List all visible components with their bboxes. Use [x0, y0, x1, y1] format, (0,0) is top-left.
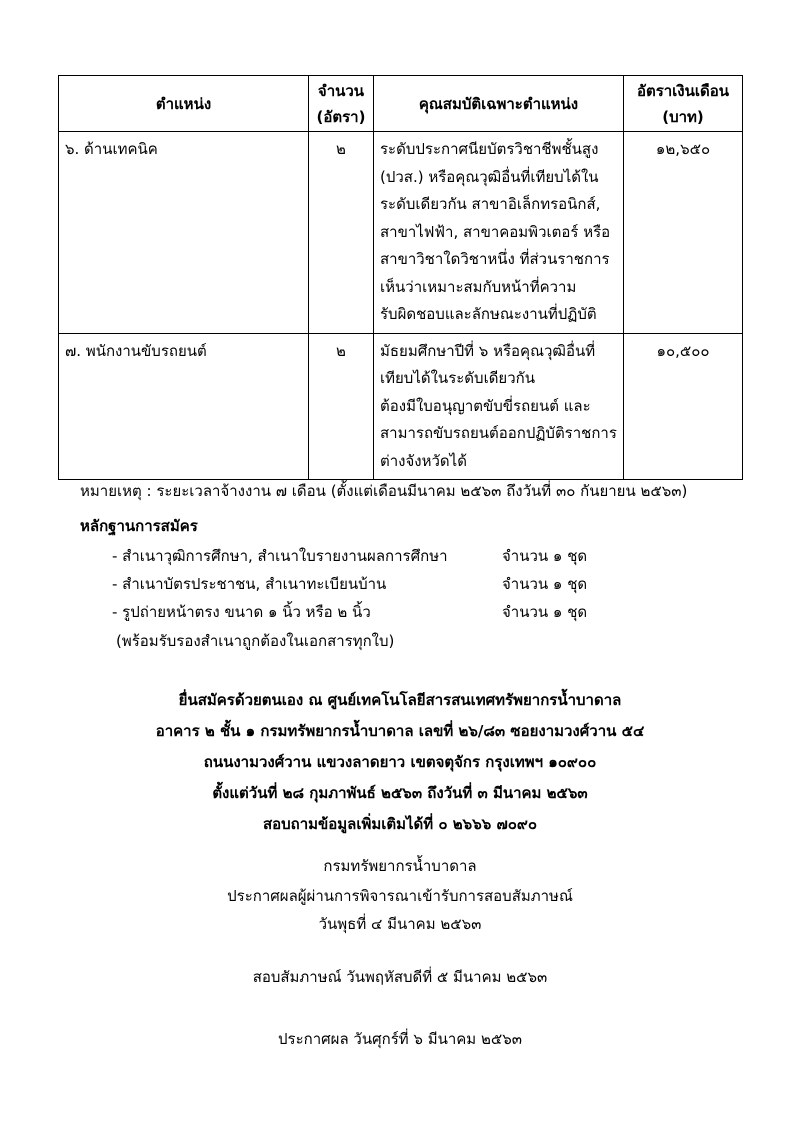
document-item: - สำเนาบัตรประชาชน, สำเนาทะเบียนบ้าน — [112, 575, 387, 593]
announce-line: ประกาศผลผู้ผ่านการพิจารณาเข้ารับการสอบสัมภาษณ์ — [227, 887, 573, 905]
qualification-line: เทียบได้ในระดับเดียวกัน — [380, 369, 535, 387]
document-qty: จำนวน ๑ ชุด — [502, 603, 588, 621]
qualification-cell — [374, 132, 624, 334]
documents-title: หลักฐานการสมัคร — [80, 517, 198, 535]
count-cell: ๒ — [309, 132, 374, 334]
table-header-row — [59, 76, 743, 132]
document-qty: จำนวน ๑ ชุด — [502, 547, 588, 565]
positions-table — [58, 75, 743, 480]
apply-line: สอบถามข้อมูลเพิ่มเติมได้ที่ ๐ ๒๖๖๖ ๗๐๙๐ — [262, 815, 538, 833]
qualification-line: ระดับเดียวกัน สาขาอิเล็กทรอนิกส์, — [380, 195, 601, 213]
document-qty: จำนวน ๑ ชุด — [502, 575, 588, 593]
qualification-line: ต่างจังหวัดได้ — [380, 451, 467, 470]
announce-line: กรมทรัพยากรน้ำบาดาล — [323, 857, 477, 875]
header-count: จำนวน (อัตรา) — [309, 76, 374, 132]
qualification-cell — [374, 333, 624, 480]
qualification-line: ระดับประกาศนียบัตรวิชาชีพชั้นสูง — [380, 140, 599, 158]
header-qualification: คุณสมบัติเฉพาะตำแหน่ง — [374, 76, 624, 132]
apply-line: ถนนงามวงศ์วาน แขวงลาดยาว เขตจตุจักร กรุงเทพฯ ๑๐๙๐๐ — [203, 753, 597, 771]
salary-cell: ๑๒,๖๕๐ — [624, 132, 743, 334]
apply-line: ยื่นสมัครด้วยตนเอง ณ ศูนย์เทคโนโลยีสารสนเทศทรัพยากรน้ำบาดาล — [178, 691, 622, 709]
salary-cell: ๑๐,๕๐๐ — [624, 333, 743, 480]
qualification-line: สาขาวิชาใดวิชาหนึ่ง ที่ส่วนราชการ — [380, 250, 610, 268]
apply-line: อาคาร ๒ ชั้น ๑ กรมทรัพยากรน้ำบาดาล เลขที่ ๒๖/๘๓ ซอยงามวงศ์วาน ๕๔ — [155, 722, 645, 740]
position-cell: ๖. ด้านเทคนิค — [59, 132, 309, 334]
header-salary: อัตราเงินเดือน (บาท) — [624, 76, 743, 132]
documents-footnote: (พร้อมรับรองสำเนาถูกต้องในเอกสารทุกใบ) — [116, 632, 395, 650]
header-position: ตำแหน่ง — [59, 76, 309, 132]
table-row — [59, 333, 743, 480]
position-cell: ๗. พนักงานขับรถยนต์ — [59, 333, 309, 480]
announce-line: วันพุธที่ ๔ มีนาคม ๒๕๖๓ — [318, 915, 482, 933]
qualification-line: สามารถขับรถยนต์ออกปฏิบัติราชการ — [380, 424, 617, 442]
qualification-line: (ปวส.) หรือคุณวุฒิอื่นที่เทียบได้ใน — [380, 167, 599, 186]
qualification-line: รับผิดชอบและลักษณะงานที่ปฏิบัติ — [380, 305, 597, 323]
employment-period-note: หมายเหตุ : ระยะเวลาจ้างงาน ๗ เดือน (ตั้งแต่เดือนมีนาคม ๒๕๖๓ ถึงวันที่ ๓๐ กันยายน ๒๕๖๓) — [80, 482, 688, 500]
apply-line: ตั้งแต่วันที่ ๒๘ กุมภาพันธ์ ๒๕๖๓ ถึงวันที่ ๓ มีนาคม ๒๕๖๓ — [212, 784, 588, 802]
qualification-line: มัธยมศึกษาปีที่ ๖ หรือคุณวุฒิอื่นที่ — [380, 341, 596, 360]
result-date: ประกาศผล วันศุกร์ที่ ๖ มีนาคม ๒๕๖๓ — [278, 1030, 522, 1048]
count-cell: ๒ — [309, 333, 374, 480]
qualification-line: เห็นว่าเหมาะสมกับหน้าที่ความ — [380, 277, 577, 296]
table-row — [59, 132, 743, 334]
interview-date: สอบสัมภาษณ์ วันพฤหัสบดีที่ ๕ มีนาคม ๒๕๖๓ — [252, 968, 548, 986]
qualification-line: ต้องมีใบอนุญาตขับขี่รถยนต์ และ — [380, 396, 591, 415]
document-item: - สำเนาวุฒิการศึกษา, สำเนาใบรายงานผลการศึกษา — [112, 547, 448, 565]
qualification-line: สาขาไฟฟ้า, สาขาคอมพิวเตอร์ หรือ — [380, 222, 611, 241]
document-item: - รูปถ่ายหน้าตรง ขนาด ๑ นิ้ว หรือ ๒ นิ้ว — [112, 603, 371, 621]
